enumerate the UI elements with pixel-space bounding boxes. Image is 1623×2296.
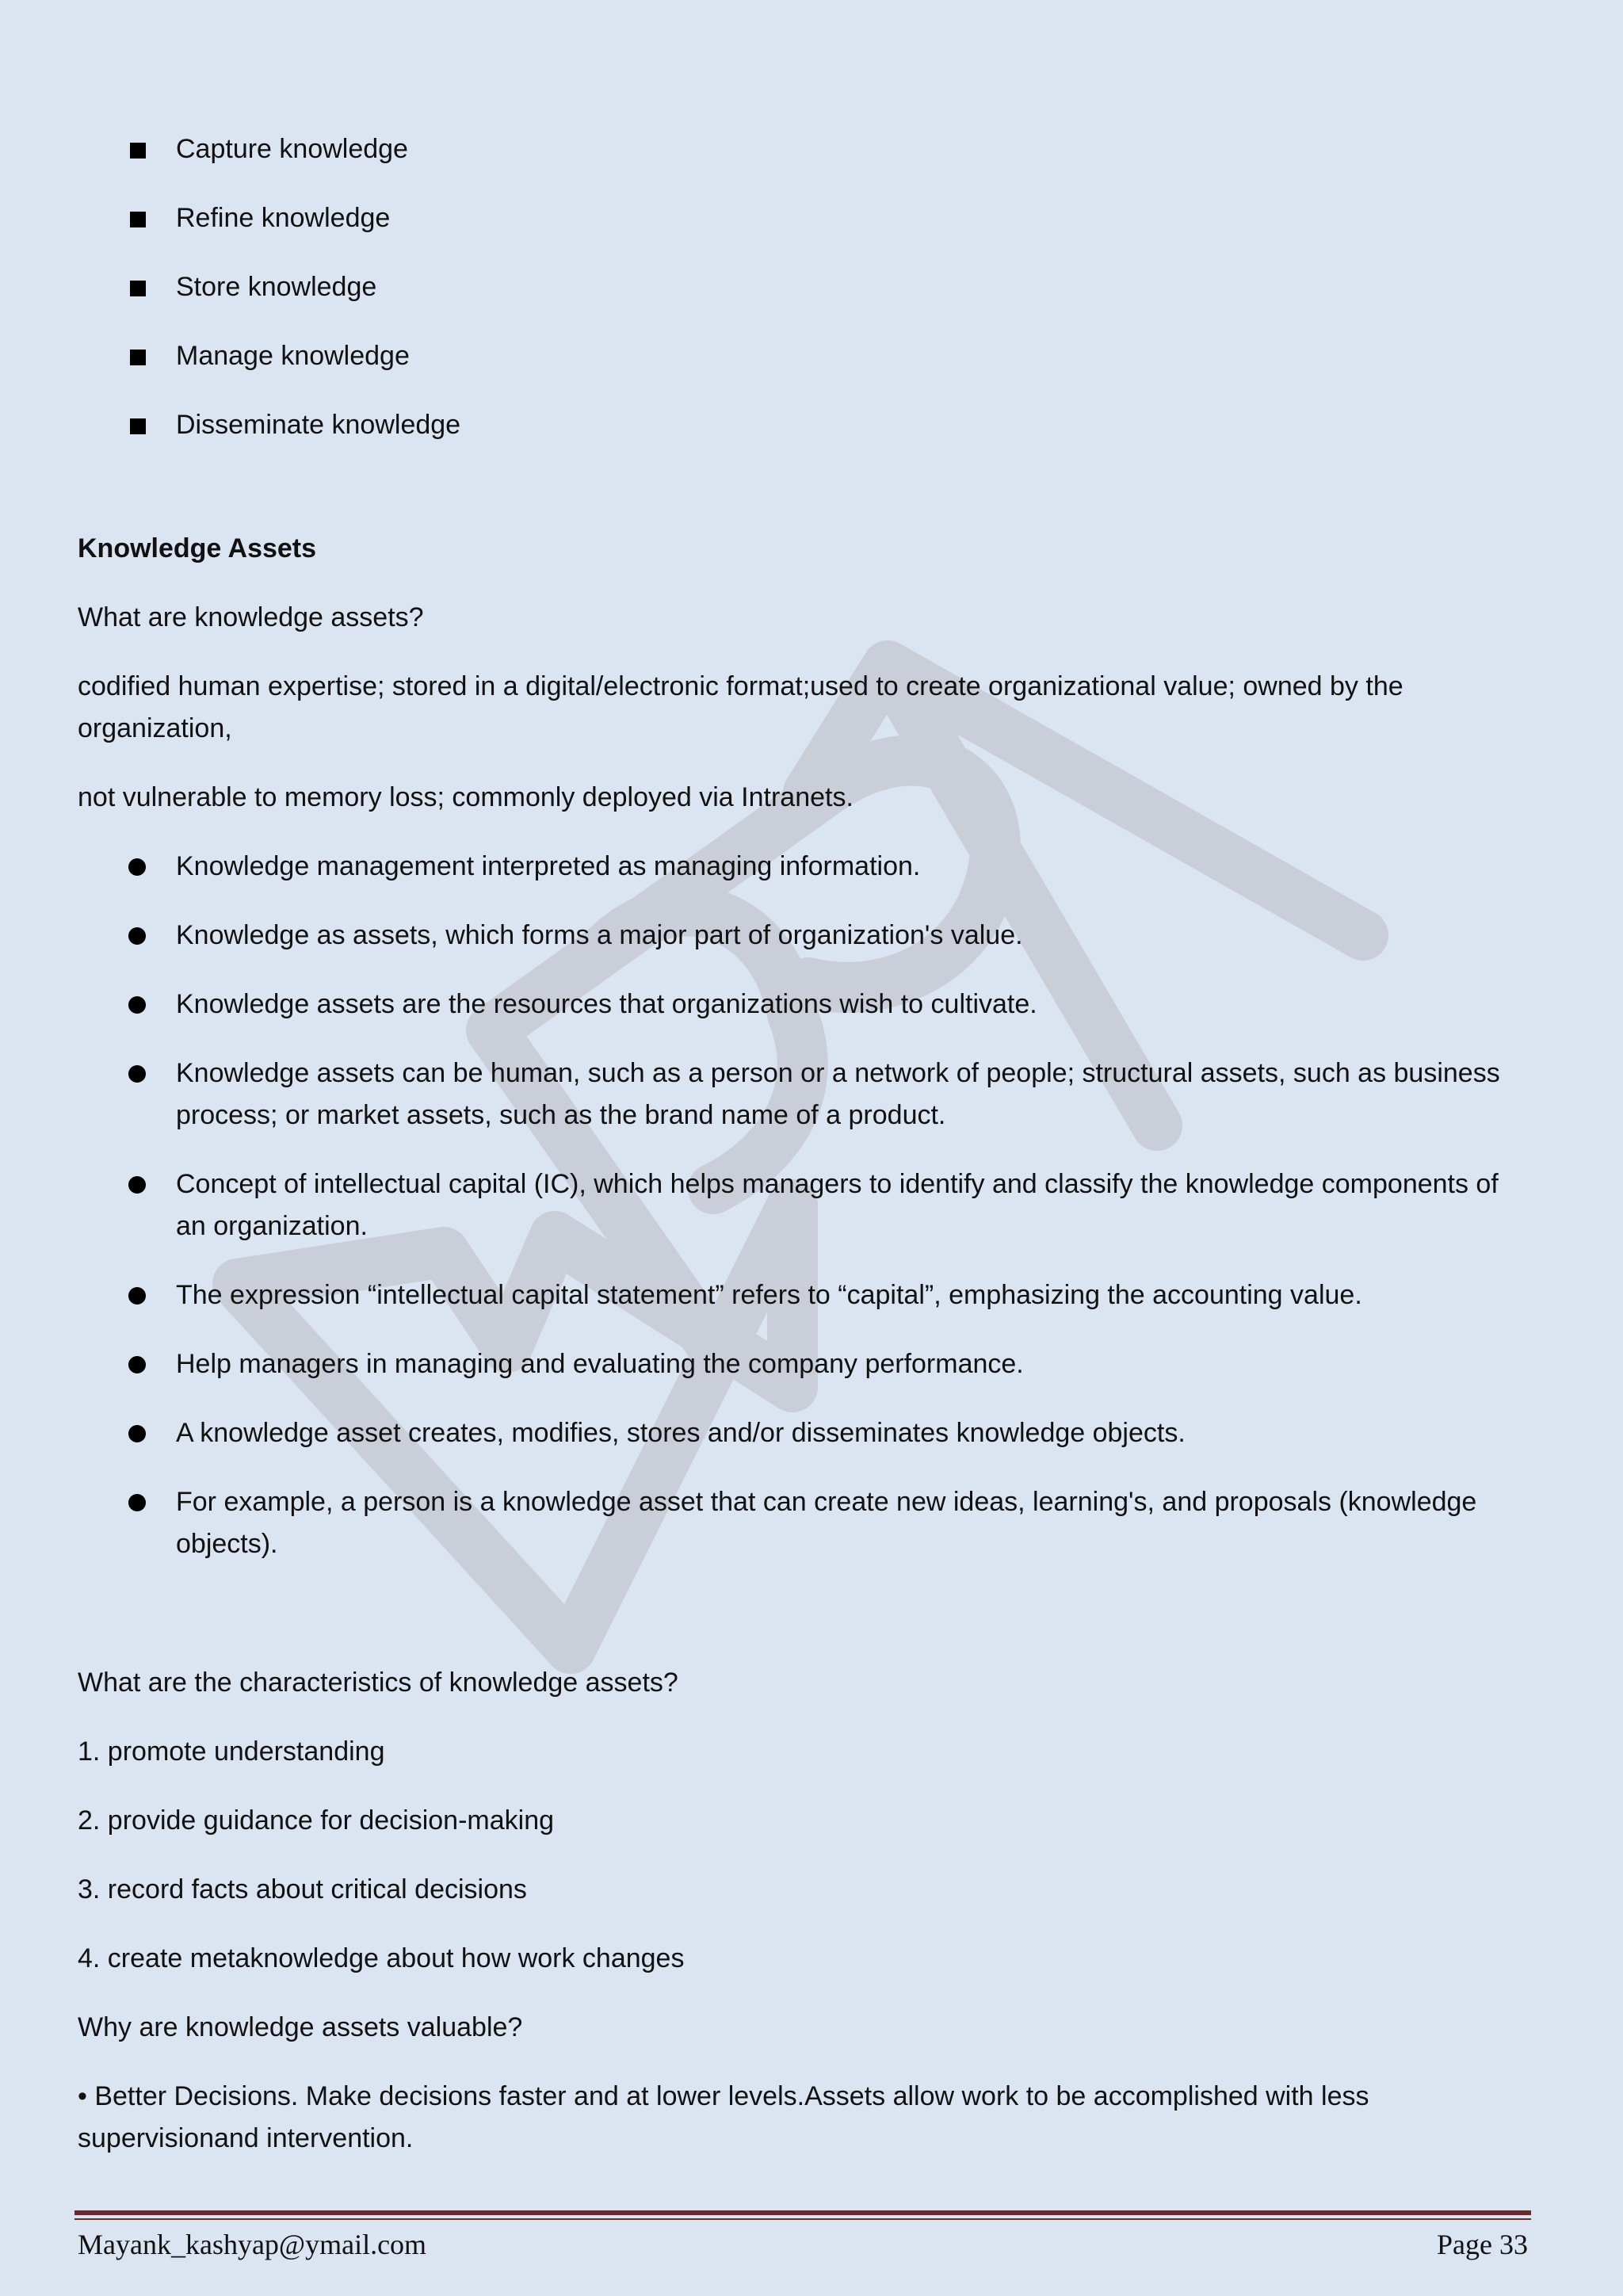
list-item: Knowledge assets can be human, such as a person or a network of people; structural assets, such as business process; or market assets, such as the brand name of a product. (78, 1052, 1504, 1137)
list-item: Manage knowledge (78, 335, 1504, 377)
page-footer (78, 2224, 1528, 2265)
paragraph: • Better Decisions. Make decisions faster and at lower levels.Assets allow work to be accomplished with less supervisionand intervention. (78, 2081, 1369, 2153)
knowledge-assets-bullets (78, 846, 1504, 1565)
question-text: What are knowledge assets? (78, 602, 424, 632)
list-item: Help managers in managing and evaluating the company performance. (78, 1343, 1504, 1385)
list-item: For example, a person is a knowledge asset that can create new ideas, learning's, and proposals (knowledge objects). (78, 1481, 1504, 1565)
characteristic-item: 3. record facts about critical decisions (78, 1874, 527, 1904)
footer-email: Mayank_kashyap@ymail.com (78, 2229, 427, 2260)
section-heading: Knowledge Assets (78, 533, 317, 563)
list-item: Disseminate knowledge (78, 404, 1504, 446)
list-item: The expression “intellectual capital statement” refers to “capital”, emphasizing the accounting value. (78, 1274, 1504, 1316)
km-steps-list (78, 128, 1504, 446)
list-item: Refine knowledge (78, 197, 1504, 239)
characteristic-item: 2. provide guidance for decision-making (78, 1805, 555, 1836)
characteristic-item: 4. create metaknowledge about how work changes (78, 1943, 685, 1973)
characteristic-item: 1. promote understanding (78, 1736, 385, 1767)
list-item: Knowledge management interpreted as managing information. (78, 846, 1504, 888)
paragraph: codified human expertise; stored in a digital/electronic format;used to create organizational value; owned by the organization, (78, 671, 1403, 743)
list-item: Concept of intellectual capital (IC), which helps managers to identify and classify the knowledge components of an organization. (78, 1163, 1504, 1247)
question-text: What are the characteristics of knowledge assets? (78, 1668, 678, 1698)
list-item: Store knowledge (78, 266, 1504, 308)
list-item: Knowledge as assets, which forms a major part of organization's value. (78, 915, 1504, 957)
list-item: Knowledge assets are the resources that organizations wish to cultivate. (78, 984, 1504, 1026)
question-text: Why are knowledge assets valuable? (78, 2012, 523, 2042)
paragraph: not vulnerable to memory loss; commonly deployed via Intranets. (78, 782, 854, 812)
footer-divider (74, 2210, 1531, 2215)
list-item: A knowledge asset creates, modifies, stores and/or disseminates knowledge objects. (78, 1412, 1504, 1454)
list-item: Capture knowledge (78, 128, 1504, 170)
footer-divider-thin (74, 2218, 1531, 2220)
page-number: Page 33 (1437, 2229, 1528, 2260)
main-content (78, 128, 1504, 2187)
